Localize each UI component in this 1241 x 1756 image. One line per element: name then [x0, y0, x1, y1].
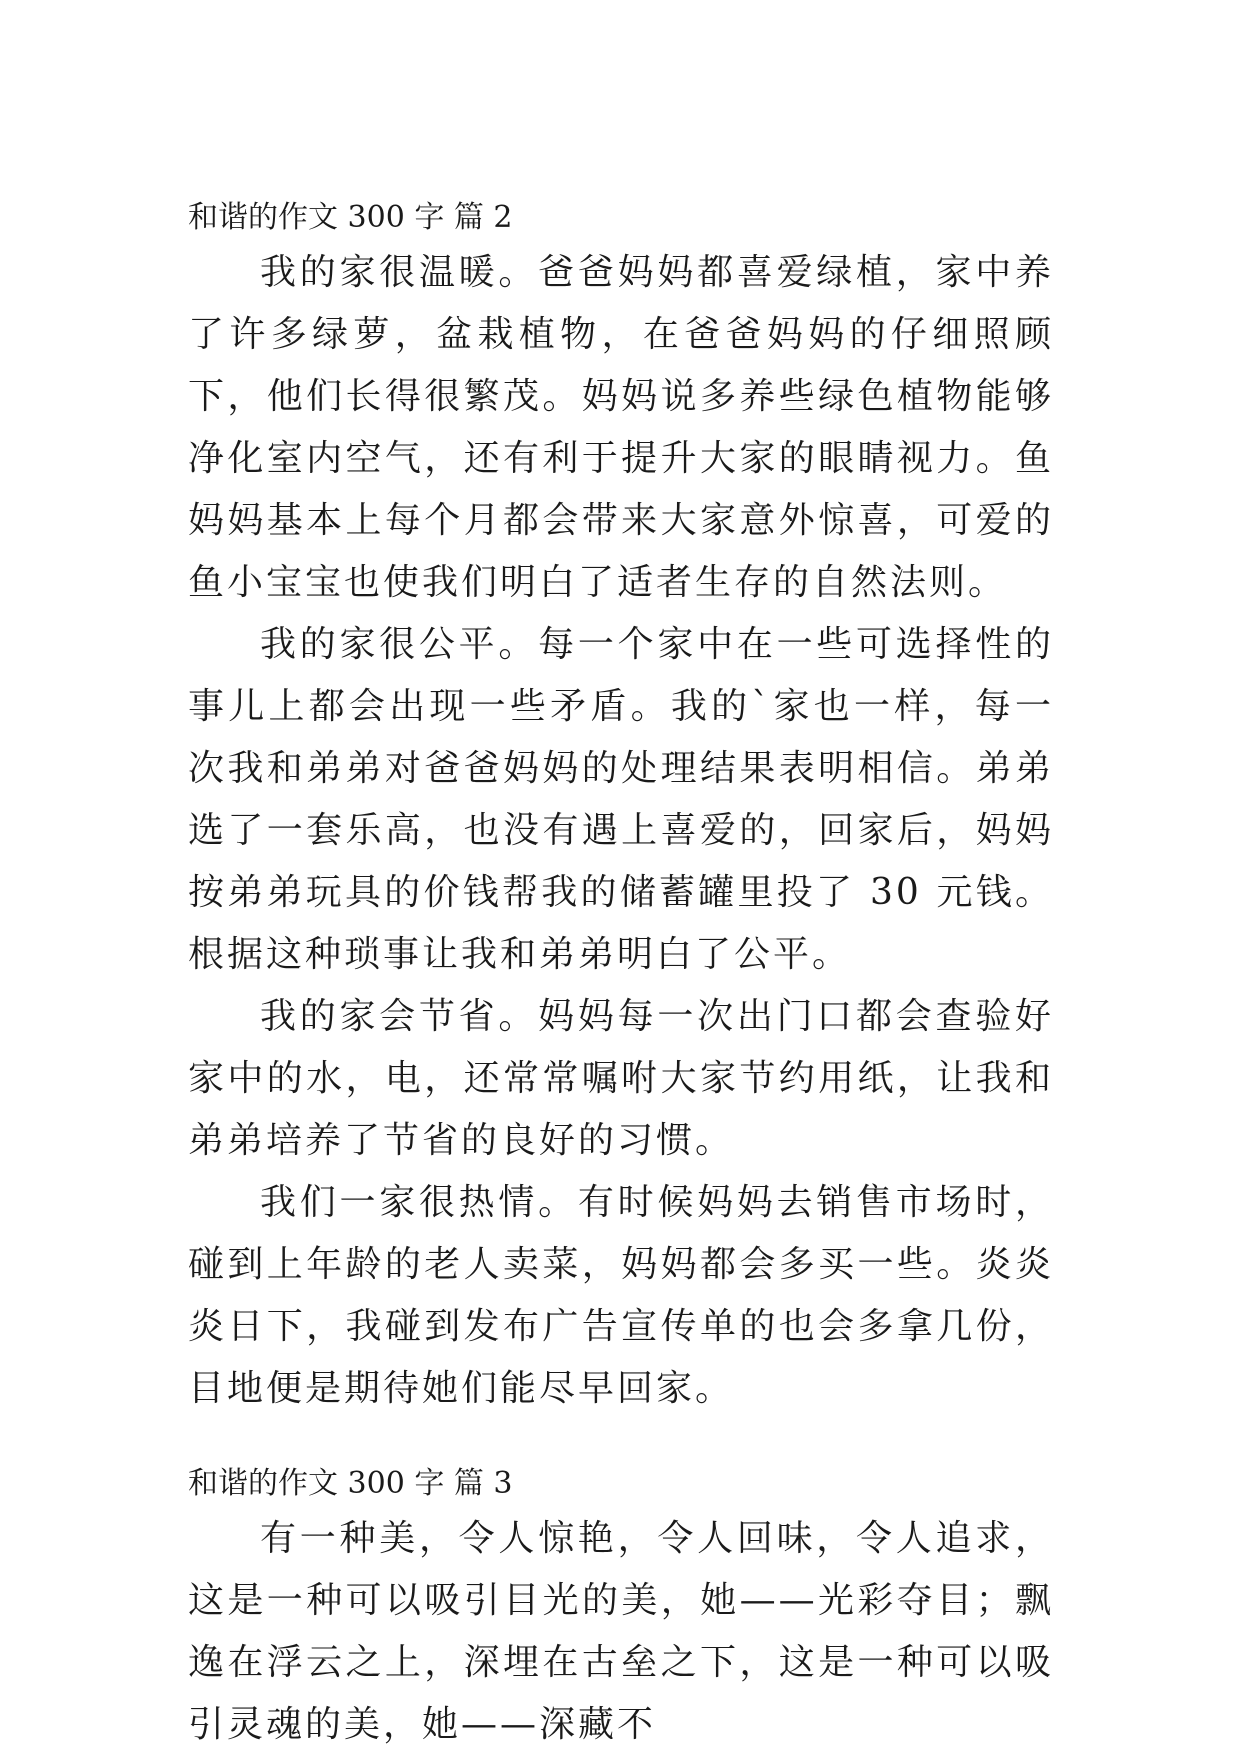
section-heading: 和谐的作文 300 字 篇 3: [188, 1466, 513, 1501]
essay-section-3: [188, 1460, 1054, 1756]
paragraph: 我的家会节省。妈妈每一次出门口都会查验好家中的水，电，还常常嘱咐大家节约用纸，让我和弟弟培养了节省的良好的习惯。: [188, 996, 1054, 1161]
paragraph: 我的家很公平。每一个家中在一些可选择性的事儿上都会出现一些矛盾。我的`家也一样，每一次我和弟弟对爸爸妈妈的处理结果表明相信。弟弟选了一套乐高，也没有遇上喜爱的，回家后，妈妈按弟弟玩具的价钱帮我的储蓄罐里投了 30 元钱。根据这种琐事让我和弟弟明白了公平。: [188, 624, 1054, 975]
section-heading: 和谐的作文 300 字 篇 2: [188, 200, 513, 235]
paragraph: 我的家很温暖。爸爸妈妈都喜爱绿植，家中养了许多绿萝，盆栽植物，在爸爸妈妈的仔细照顾下，他们长得很繁茂。妈妈说多养些绿色植物能够净化室内空气，还有利于提升大家的眼睛视力。鱼妈妈基本上每个月都会带来大家意外惊喜，可爱的鱼小宝宝也使我们明白了适者生存的自然法则。: [188, 252, 1054, 603]
paragraph: 我们一家很热情。有时候妈妈去销售市场时，碰到上年龄的老人卖菜，妈妈都会多买一些。炎炎炎日下，我碰到发布广告宣传单的也会多拿几份，目地便是期待她们能尽早回家。: [188, 1182, 1054, 1409]
essay-section-2: [188, 194, 1054, 1420]
paragraph: 有一种美，令人惊艳，令人回味，令人追求，这是一种可以吸引目光的美，她——光彩夺目；飘逸在浮云之上，深埋在古垒之下，这是一种可以吸引灵魂的美，她——深藏不: [188, 1518, 1054, 1745]
document-page: [188, 194, 1054, 1756]
